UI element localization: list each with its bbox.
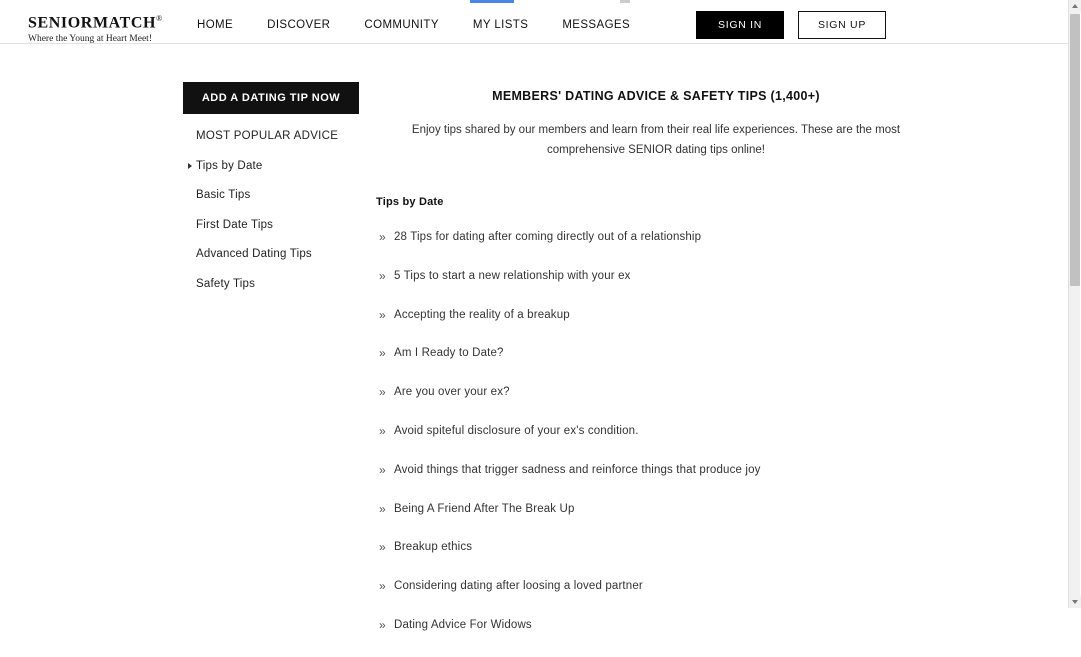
sidebar-item-advanced-dating-tips[interactable] [183, 240, 359, 270]
list-item[interactable] [376, 424, 936, 463]
scroll-down-arrow-icon[interactable] [1069, 596, 1081, 608]
list-item[interactable] [376, 502, 936, 541]
nav-community[interactable]: COMMUNITY [364, 19, 439, 31]
site-header [0, 3, 1068, 44]
chevron-right-icon: » [379, 462, 386, 477]
sidebar-item-label: Safety Tips [196, 277, 256, 290]
scrollbar-thumb[interactable] [1070, 14, 1080, 286]
list-item[interactable] [376, 230, 936, 269]
chevron-right-icon: » [379, 423, 386, 438]
chevron-right-icon: » [379, 540, 386, 555]
tip-link[interactable]: Avoid spiteful disclosure of your ex's condition. [394, 424, 639, 437]
tip-link[interactable]: Accepting the reality of a breakup [394, 308, 570, 321]
list-item[interactable] [376, 385, 936, 424]
sidebar-item-label: MOST POPULAR ADVICE [196, 130, 339, 142]
tip-link[interactable]: Am I Ready to Date? [394, 347, 504, 360]
tip-link[interactable]: 5 Tips to start a new relationship with your ex [394, 269, 631, 282]
sidebar-menu [183, 122, 359, 299]
list-item[interactable] [376, 308, 936, 347]
logo-text: SENIORMATCH [28, 14, 157, 32]
list-item[interactable] [376, 463, 936, 502]
chevron-right-icon: » [379, 385, 386, 400]
tip-link[interactable]: Are you over your ex? [394, 386, 510, 399]
nav-my-lists[interactable]: MY LISTS [472, 19, 529, 31]
sidebar-item-first-date-tips[interactable] [183, 211, 359, 241]
sign-in-button[interactable]: SIGN IN [696, 11, 784, 39]
list-item[interactable] [376, 540, 936, 579]
sidebar [183, 82, 359, 315]
list-item[interactable] [376, 269, 936, 308]
chevron-right-icon: » [379, 501, 386, 516]
sidebar-item-safety-tips[interactable] [183, 270, 359, 300]
sidebar-item-tips-by-date[interactable] [183, 152, 359, 182]
chevron-right-icon: » [379, 346, 386, 361]
chevron-right-icon: » [379, 268, 386, 283]
list-item[interactable] [376, 618, 936, 657]
tip-link[interactable]: Being A Friend After The Break Up [394, 502, 575, 515]
nav-discover[interactable]: DISCOVER [267, 19, 331, 31]
chevron-right-icon: » [379, 579, 386, 594]
sidebar-item-most-popular-advice[interactable] [183, 122, 359, 152]
page-title: MEMBERS' DATING ADVICE & SAFETY TIPS (1,400+) [492, 89, 820, 103]
sidebar-item-basic-tips[interactable] [183, 181, 359, 211]
auth-button-group [696, 11, 886, 39]
list-item[interactable] [376, 346, 936, 385]
page-subtitle: Enjoy tips shared by our members and learn from their real life experiences. These are the most comprehensive SENIOR dating tips online! [411, 124, 901, 156]
tip-link[interactable]: Considering dating after loosing a loved partner [394, 580, 643, 593]
sidebar-item-label: First Date Tips [196, 218, 274, 231]
caret-right-icon [188, 163, 192, 169]
logo-tagline: Where the Young at Heart Meet! [28, 34, 152, 45]
main-nav [180, 17, 647, 35]
scroll-up-arrow-icon[interactable] [1069, 0, 1081, 12]
tip-link[interactable]: Dating Advice For Widows [394, 618, 532, 631]
page-content [0, 44, 1068, 632]
tip-link[interactable]: 28 Tips for dating after coming directly out of a relationship [394, 231, 702, 243]
sidebar-item-label: Advanced Dating Tips [196, 248, 312, 260]
main-column [376, 82, 936, 657]
chevron-right-icon: » [379, 307, 386, 322]
sidebar-item-label: Tips by Date [196, 159, 263, 172]
nav-home[interactable]: HOME [197, 19, 234, 31]
tip-link[interactable]: Breakup ethics [394, 541, 473, 554]
list-item[interactable] [376, 579, 936, 618]
tip-link[interactable]: Avoid things that trigger sadness and reinforce things that produce joy [394, 463, 761, 476]
chevron-right-icon: » [379, 230, 386, 244]
tips-list [376, 230, 936, 657]
registered-mark-icon: ® [156, 14, 163, 23]
page-scrollbar[interactable] [1068, 0, 1080, 608]
add-dating-tip-button[interactable]: ADD A DATING TIP NOW [183, 82, 359, 114]
sidebar-item-label: Basic Tips [196, 189, 251, 201]
section-heading: Tips by Date [376, 196, 444, 208]
site-logo[interactable] [28, 10, 188, 45]
nav-messages[interactable]: MESSAGES [562, 19, 631, 31]
logo-wordmark [28, 10, 188, 32]
chevron-right-icon: » [379, 617, 386, 632]
sign-up-button[interactable]: SIGN UP [798, 11, 886, 39]
